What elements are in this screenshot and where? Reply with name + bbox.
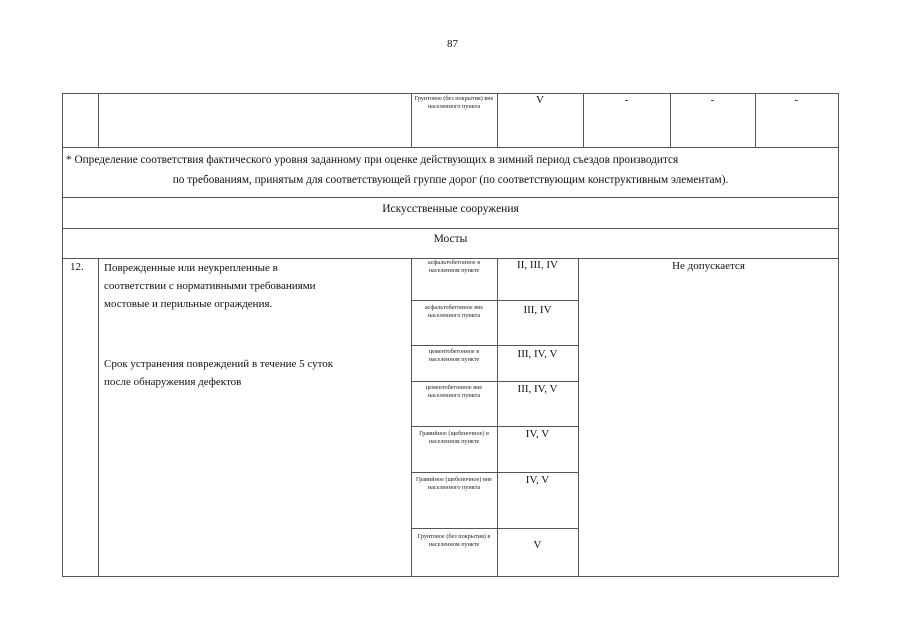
top-dash-2: - [710,94,715,106]
item-deadline [104,355,409,391]
top-surface-label: Грунтовое (без покрытия) вне населенного пункта [414,95,494,111]
footnote-line-2: по требованиям, принятым для соответствующей группе дорог (по соответствующим конструктивным элементам). [172,174,729,186]
section-title: Искусственные сооружения [382,203,519,215]
category-value: II, III, IV [517,259,558,271]
requirement: Не допускается [672,260,745,272]
deadline-line: Срок устранения повреждений в течение 5 суток [104,358,334,370]
deadline-line: после обнаружения дефектов [104,376,242,388]
surface-label: Грунтовое (без покрытия) в населенном пункте [417,533,491,549]
subsection-title: Мосты [433,233,468,245]
description-line: соответствии с нормативными требованиями [104,280,316,292]
top-category: V [536,94,544,106]
surface-label: асфальтобетонное в населенном пункте [427,259,481,275]
description-line: Поврежденные или неукрепленные в [104,262,278,274]
surface-label: цементобетонное вне населенного пункта [425,384,483,400]
category-value: III, IV, V [517,383,558,395]
footnote-line-1: * Определение соответствия фактического уровня заданному при оценке действующих в зимний период съездов производится [66,154,679,166]
category-value: IV, V [525,428,550,440]
surface-label: цементобетонное в населенном пункте [428,348,480,364]
category-value: III, IV [523,304,552,316]
item-description [104,259,409,313]
description-line: мостовые и перильные ограждения. [104,298,273,310]
category-value: V [533,539,542,551]
surface-label: Гравийное (щебеночное) в населенном пункте [419,430,489,446]
page-number: 87 [447,38,458,50]
item-number: 12. [70,261,84,273]
surface-label: асфальтобетонное вне населенного пункта [424,304,484,320]
surface-label: Гравийное (щебеночное) вне населенного пункта [416,476,492,492]
category-value: III, IV, V [517,348,558,360]
top-dash-1: - [624,94,629,106]
category-value: IV, V [525,474,550,486]
top-dash-3: - [794,94,799,106]
